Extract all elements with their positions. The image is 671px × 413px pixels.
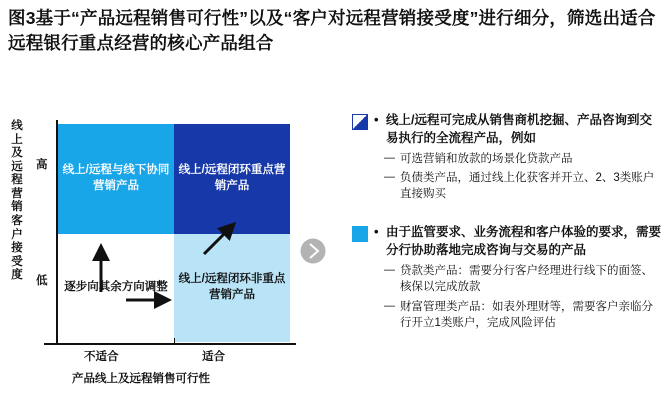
explanation-panel (352, 112, 664, 343)
x-axis-right-label: 适合 (202, 351, 225, 363)
y-axis-line (56, 120, 58, 345)
quadrant-bottom-left[interactable]: 逐步向其余方向调整 (58, 234, 174, 342)
quadrant-top-right[interactable]: 线上/远程闭环重点营销产品 (174, 124, 290, 234)
explanation-block-2 (352, 224, 664, 331)
quadrant-top-left[interactable]: 线上/远程与线下协同营销产品 (58, 124, 174, 234)
block-1-list (386, 151, 664, 203)
page-title (8, 6, 663, 57)
block-2-list (386, 263, 664, 331)
x-axis-tick (174, 338, 175, 344)
x-axis-left-label: 不适合 (84, 351, 119, 363)
quadrant-bottom-right[interactable]: 线上/远程闭环非重点营销产品 (174, 234, 290, 342)
figure-number: 图3 (8, 8, 36, 28)
y-axis-high-label: 高 (36, 159, 48, 171)
block-1-heading: • 线上/远程可完成从销售商机挖掘、产品咨询到交易执行的全流程产品，例如 (376, 112, 664, 148)
chevron-right-icon (300, 238, 326, 264)
matrix-chart (6, 112, 336, 392)
y-axis-low-label: 低 (36, 275, 48, 287)
y-axis-label: 线上及远程营销客户接受度 (11, 120, 23, 282)
list-item: — 负债类产品，通过线上化获客并开立、2、3类账户直接购买 (386, 170, 664, 203)
list-item: — 可选营销和放款的场景化贷款产品 (386, 151, 664, 167)
quadrant-grid (58, 124, 290, 342)
x-axis-line (44, 343, 296, 345)
explanation-block-1 (352, 112, 664, 202)
legend-swatch-split-icon (352, 114, 368, 130)
legend-swatch-cyan-icon (352, 226, 368, 242)
x-axis-title: 产品线上及远程销售可行性 (72, 373, 210, 385)
list-item: — 贷款类产品：需要分行客户经理进行线下的面签、核保以完成放款 (386, 263, 664, 296)
list-item: — 财富管理类产品：如表外理财等，需要客户亲临分行开立1类账户，完成风险评估 (386, 299, 664, 332)
block-2-heading: • 由于监管要求、业务流程和客户体验的要求，需要分行协助落地完成咨询与交易的产品 (376, 224, 664, 260)
title-text: 基于“产品远程销售可行性”以及“客户对远程营销接受度”进行细分，筛选出适合远程银行重点经营的核心产品组合 (8, 8, 656, 54)
